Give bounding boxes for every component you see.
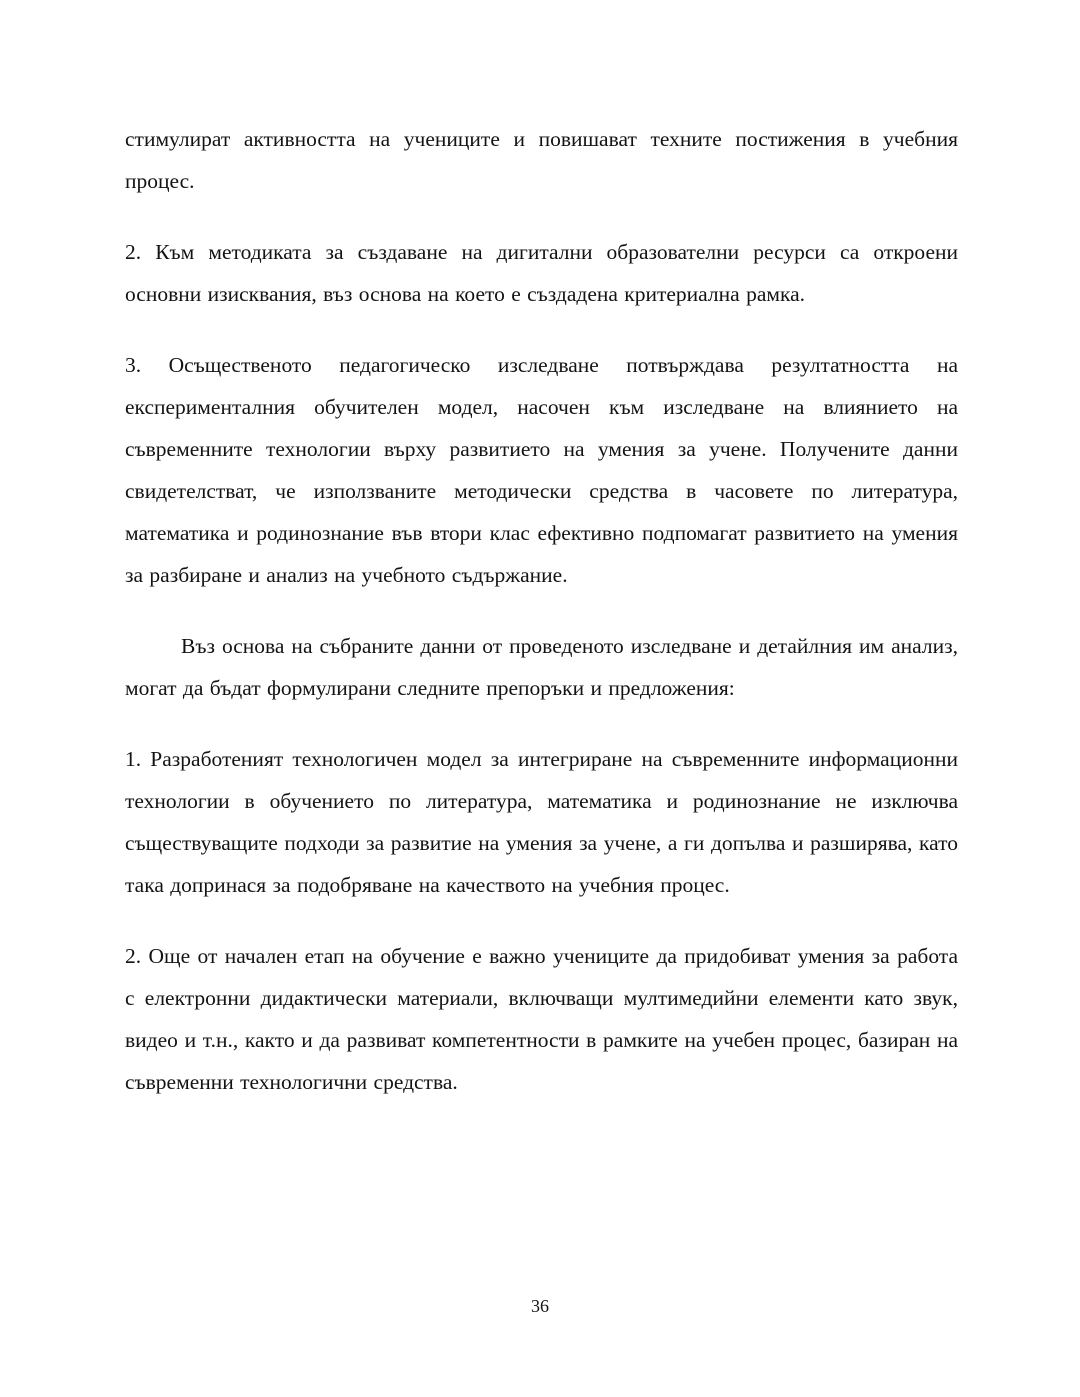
page-number: 36: [531, 1296, 549, 1316]
paragraph-recommendations-intro: Въз основа на събраните данни от проведеното изследване и детайлния им анализ, могат да бъдат формулирани следните препоръки и предложения:: [125, 634, 958, 700]
page-footer: [0, 1296, 1080, 1317]
paragraph-conclusion-continuation: стимулират активността на учениците и повишават техните постижения в учебния процес.: [125, 127, 958, 193]
paragraph-conclusion-2: 2. Към методиката за създаване на дигитални образователни ресурси са откроени основни изисквания, въз основа на което е създадена критериална рамка.: [125, 240, 958, 306]
paragraph-recommendation-2: 2. Още от начален етап на обучение е важно учениците да придобиват умения за работа с електронни дидактически материали, включващи мултимедийни елементи като звук, видео и т.н., както и да развиват компетентности в рамките на учебен процес, базиран на съвременни технологични средства.: [125, 944, 958, 1094]
paragraph-recommendation-1: 1. Разработеният технологичен модел за интегриране на съвременните информационни технологии в обучението по литература, математика и родинознание не изключва съществуващите подходи за развитие на умения за учене, а ги допълва и разширява, като така допринася за подобряване на качеството на учебния процес.: [125, 747, 958, 897]
paragraph-conclusion-3: 3. Осъщественото педагогическо изследване потвърждава резултатността на експерименталния обучителен модел, насочен към изследване на влиянието на съвременните технологии върху развитието на умения за учене. Получените данни свидетелстват, че използваните методически средства в часовете по литература, математика и родинознание във втори клас ефективно подпомагат развитието на умения за разбиране и анализ на учебното съдържание.: [125, 353, 958, 587]
